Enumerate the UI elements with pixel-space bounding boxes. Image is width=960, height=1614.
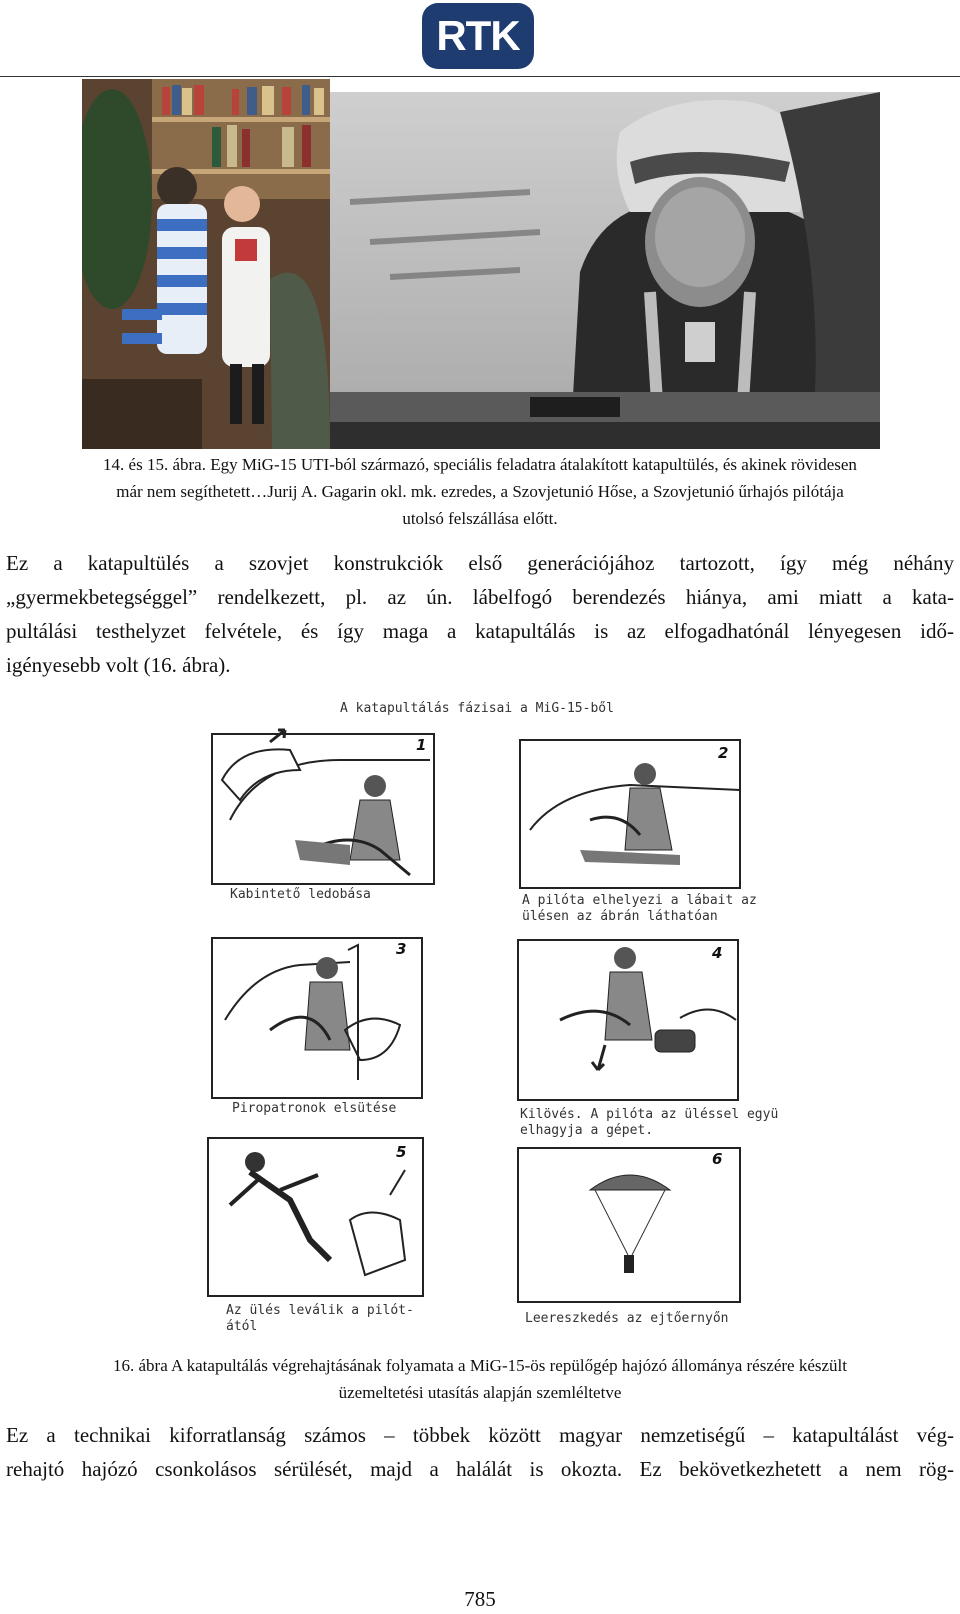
panel-2 <box>520 740 757 924</box>
paragraph-line: Ez a technikai kiforratlanság számos – többek között magyar nemzetiségű – katapultálást vég- <box>6 1423 954 1447</box>
caption-line: 14. és 15. ábra. Egy MiG-15 UTI-ból származó, speciális feladatra átalakított katapultülés, és akinek rövidesen <box>103 455 857 474</box>
paragraph-line: rehajtó hajózó csonkolásos sérülését, majd a halálát is okozta. Ez bekövetkezhetett a nem rög- <box>6 1457 954 1481</box>
panel-2-number: 2 <box>718 744 729 762</box>
caption-line: üzemeltetési utasítás alapján szemléltetve <box>338 1383 622 1402</box>
panel-5-number: 5 <box>396 1143 407 1161</box>
caption-line: már nem segíthetett…Jurij A. Gagarin okl. mk. ezredes, a Szovjetunió Hőse, a Szovjetunió űrhajós pilótája <box>116 482 844 501</box>
panel-4-number: 4 <box>712 944 723 962</box>
paragraph-line: Ez a katapultülés a szovjet konstrukciók első generációjához tartozott, így még néhány <box>6 551 954 575</box>
paragraph-1 <box>6 546 954 682</box>
paragraph-line: „gyermekbetegséggel” rendelkezett, pl. az ún. lábelfogó berendezés hiánya, ami miatt a kata- <box>6 585 954 609</box>
paragraph-2 <box>6 1418 954 1486</box>
figure-16-caption <box>0 1352 960 1406</box>
panel-1-label: Kabintető ledobása <box>230 887 371 902</box>
panel-4 <box>518 940 778 1138</box>
photo-gagarin-cockpit <box>330 92 880 449</box>
logo-text: RTK <box>436 12 520 59</box>
panel-5-label-line-1: Az ülés leválik a pilót- <box>226 1303 414 1318</box>
ejection-phases-diagram <box>200 700 810 1370</box>
panel-2-label-line-2: ülésen az ábrán láthatóan <box>522 909 718 924</box>
panel-6-number: 6 <box>712 1150 723 1168</box>
photo-right-illustration <box>330 92 880 449</box>
panel-6-label: Leereszkedés az ejtőernyőn <box>525 1311 729 1326</box>
panel-5-label-line-2: ától <box>226 1319 258 1334</box>
panel-5 <box>208 1138 423 1334</box>
panel-4-label-line-1: Kilövés. A pilóta az üléssel együ <box>520 1107 779 1122</box>
rtk-logo <box>422 3 534 69</box>
figure-14-15-caption <box>0 451 960 532</box>
panel-6 <box>518 1148 740 1326</box>
paragraph-line: igényesebb volt (16. ábra). <box>6 653 231 677</box>
panel-4-label-line-2: elhagyja a gépet. <box>520 1123 654 1138</box>
panel-1-number: 1 <box>416 736 427 754</box>
panel-3 <box>212 938 422 1116</box>
panel-3-number: 3 <box>396 940 407 958</box>
photo-left-illustration <box>82 79 330 449</box>
paragraph-line: pultálási testhelyzet felvétele, és így maga a katapultálás is az elfogadhatónál lényegesen idő- <box>6 619 954 643</box>
ejection-phases-svg <box>200 700 810 1370</box>
caption-line: utolsó felszállása előtt. <box>402 509 558 528</box>
header-rule <box>0 76 960 77</box>
photo-ejection-seat-children <box>82 79 330 449</box>
panel-3-label: Piropatronok elsütése <box>232 1101 397 1116</box>
caption-line: 16. ábra A katapultálás végrehajtásának folyamata a MiG-15-ös repülőgép hajózó állománya részére készült <box>112 1356 848 1375</box>
panel-2-label-line-1: A pilóta elhelyezi a lábait az <box>522 893 757 908</box>
panel-1 <box>212 730 434 902</box>
page-number: 785 <box>464 1587 496 1611</box>
diagram-title: A katapultálás fázisai a MiG-15-ből <box>340 701 614 716</box>
